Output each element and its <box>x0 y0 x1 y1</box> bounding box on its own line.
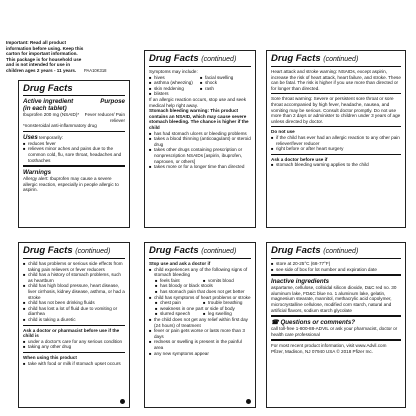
ask-item: ■ stomach bleeding warning applies to the child <box>271 162 401 168</box>
intro-line: children ages 2 years - 11 years. <box>6 67 77 73</box>
call-text: call toll-free 1-800-88-ADVIL or ask your pharmacist, doctor or health care professional <box>271 326 398 337</box>
recent-info: For most recent product information, visit www.Advil.com <box>271 343 387 349</box>
package-code: PAA10K318 <box>84 68 107 73</box>
manufacturer: Pfizer, Madison, NJ 07940 USA © 2018 Pfizer Inc. <box>271 348 373 354</box>
heart-intro: ■ child has symptoms of heart problems or stroke <box>149 295 251 301</box>
bleeding-sign: ■ vomits blood <box>203 278 251 284</box>
panel-title: Drug Facts (continued) <box>271 54 401 67</box>
stop-label: Stop use and ask a doctor if <box>149 261 211 266</box>
symptoms-intro: Symptoms may include: <box>149 69 198 74</box>
footnote: *nonsteroidal anti-inflammatory drug <box>23 123 97 129</box>
symptom: ■ hives <box>149 75 200 81</box>
ask-label: Ask a doctor before use if <box>271 156 328 162</box>
bleeding-sign: ■ feels faint <box>155 278 203 284</box>
phone-icon: ☎ <box>271 319 279 327</box>
stomach-item: ■ has had stomach ulcers or bleeding problems <box>149 131 251 137</box>
heart-sign: ■ weakness in one part or side of body <box>155 306 251 312</box>
pharm-item: ■ under a doctor's care for any serious condition <box>23 339 125 345</box>
symptom: ■ asthma (wheezing) <box>149 80 200 86</box>
continue-dot-icon <box>120 399 125 404</box>
heart-sign: ■ trouble breathing <box>203 300 251 306</box>
continue-dot-icon <box>246 399 251 404</box>
stomach-warning: Stomach bleeding warning: This product contains an NSAID, which may cause severe stomach bleeding. The chance is higher if the child <box>149 108 249 130</box>
intro-line: Important: Read all product <box>6 40 66 45</box>
sore-throat-warning: Sore throat warning: Severe or persistent sore throat or sore throat accompanied by high fever, headache, nausea, and vomiting may be serious. Consult doctor promptly. Do not use more than 2 days or administer to children under 3 years of age unless directed by doctor. <box>271 96 401 124</box>
panel-title: Drug Facts (continued) <box>149 246 251 259</box>
when-item: ■ take with food or milk if stomach upset occurs <box>23 361 125 367</box>
panel-symptoms <box>144 50 256 228</box>
inactive-ingredients: aspartame, cellulose, colloidal silicon dioxide, D&C red no. 30 aluminum lake, FD&C blue no. 1 aluminum lake, gelatin, magnesium stearate, mannitol, methacrylic acid copolymer, microcrystalline cellulose, modified corn starch, natural and artificial flavors, sodium starch glycolate <box>271 285 397 313</box>
heart-sign: ■ leg swelling <box>203 311 251 317</box>
ask-item: ■ child has a history of stomach problems, such as heartburn <box>23 272 125 283</box>
panel-title: Drug Facts (continued) <box>149 54 251 67</box>
heart-warning: Heart attack and stroke warning: NSAIDs, except aspirin, increase the risk of heart attack, heart failure, and stroke. These can be fatal. The risk is higher if you use more than directed or for longer than directed. <box>271 69 401 91</box>
stomach-item: ■ takes a blood thinning (anticoagulant) or steroid drug <box>149 136 251 147</box>
donot-item: ■ right before or after heart surgery <box>271 146 401 152</box>
stop-intro: ■ child experiences any of the following signs of stomach bleeding <box>149 267 251 278</box>
symptom: ■ shock <box>200 80 251 86</box>
stomach-item: ■ takes other drugs containing prescription or nonprescription NSAIDs [aspirin, ibuprofen, naproxen, or others] <box>149 147 251 164</box>
when-using-label: When using this product <box>23 354 77 360</box>
ask-item: ■ child has problems or serious side effects from taking pain relievers or fever reducers <box>23 261 125 272</box>
intro-line: carton for important information. <box>6 51 78 57</box>
allergy-reaction: If an allergic reaction occurs, stop use and seek medical help right away. <box>149 96 247 108</box>
uses-item: ■ reduces fever <box>23 141 125 147</box>
ask-pharmacist-label: Ask a doctor or pharmacist before use if the child is <box>23 327 120 339</box>
active-label: Active ingredient <box>23 98 74 105</box>
ask-item: ■ child has high blood pressure, heart disease, liver cirrhosis, kidney disease, asthma, or had a stroke <box>23 283 125 300</box>
donot-item: ■ if the child has ever had an allergic reaction to any other pain reliever/fever reducer <box>271 135 401 146</box>
intro-text <box>6 40 126 74</box>
allergy-alert: Allergy alert: Ibuprofen may cause a severe allergic reaction, especially in people allergic to aspirin. <box>23 176 119 193</box>
panel-stop-use <box>144 242 256 408</box>
purpose: Fever reducer/ Pain reliever <box>84 112 125 123</box>
ask-item: ■ child has lost a lot of fluid due to vomiting or diarrhea <box>23 306 125 317</box>
symptom: ■ blisters <box>149 91 200 97</box>
questions-label: ☎ Questions or comments? <box>271 319 356 327</box>
store-item: ■ see side of box for lot number and expiration date <box>271 267 401 273</box>
uses-item: ■ relieves minor aches and pains due to the common cold, flu, sore throat, headaches and toothaches <box>23 146 125 163</box>
symptom: ■ facial swelling <box>200 75 251 81</box>
inactive-label: Inactive ingredients <box>271 278 330 286</box>
symptom: ■ skin reddening <box>149 86 200 92</box>
bleeding-sign: ■ has bloody or black stools <box>155 283 251 289</box>
panel-title: Drug Facts (continued) <box>23 246 125 259</box>
ask-item: ■ child is taking a diuretic <box>23 317 125 323</box>
uses-label: Uses <box>23 133 38 141</box>
panel-title: Drug Facts <box>23 84 125 96</box>
ask-item: ■ child has not been drinking fluids <box>23 300 125 306</box>
intro-line: This package is for household use <box>6 56 82 62</box>
bleeding-sign: ■ has stomach pain that does not get better <box>155 289 251 295</box>
stop-item: ■ redness or swelling is present in the painful area <box>149 339 251 350</box>
intro-line: information before using. Keep this <box>6 45 84 51</box>
stomach-item: ■ takes more or for a longer time than directed <box>149 164 251 170</box>
warnings-title: Warnings <box>23 169 52 177</box>
purpose-label: Purpose <box>100 98 125 105</box>
pharm-item: ■ taking any other drug <box>23 344 125 350</box>
ingredient: Ibuprofen 200 mg (NSAID)* <box>23 112 80 117</box>
donot-label: Do not use <box>271 129 295 135</box>
active-header <box>23 98 125 105</box>
active-sub: (in each tablet) <box>23 105 67 112</box>
heart-sign: ■ slurred speech <box>155 311 203 317</box>
panel-title: Drug Facts (continued) <box>271 246 401 259</box>
store-item: ■ store at 20-25°C (68-77°F) <box>271 261 401 267</box>
heart-sign: ■ chest pain <box>155 300 203 306</box>
symptom: ■ rash <box>200 86 251 92</box>
stop-item: ■ any new symptoms appear <box>149 351 251 357</box>
panel-heart-warning <box>266 50 406 228</box>
panel-ask-doctor <box>18 242 130 408</box>
ingredient-row <box>23 112 125 123</box>
stop-item: ■ the child does not get any relief within first day (24 hours) of treatment <box>149 317 251 328</box>
stop-item: ■ fever or pain gets worse or lasts more than 3 days <box>149 328 251 339</box>
uses-text: temporarily: <box>39 134 64 140</box>
panel-active-ingredients <box>18 80 130 228</box>
intro-line: and is not intended for use in <box>6 62 71 68</box>
panel-inactive-ingredients <box>266 242 406 408</box>
